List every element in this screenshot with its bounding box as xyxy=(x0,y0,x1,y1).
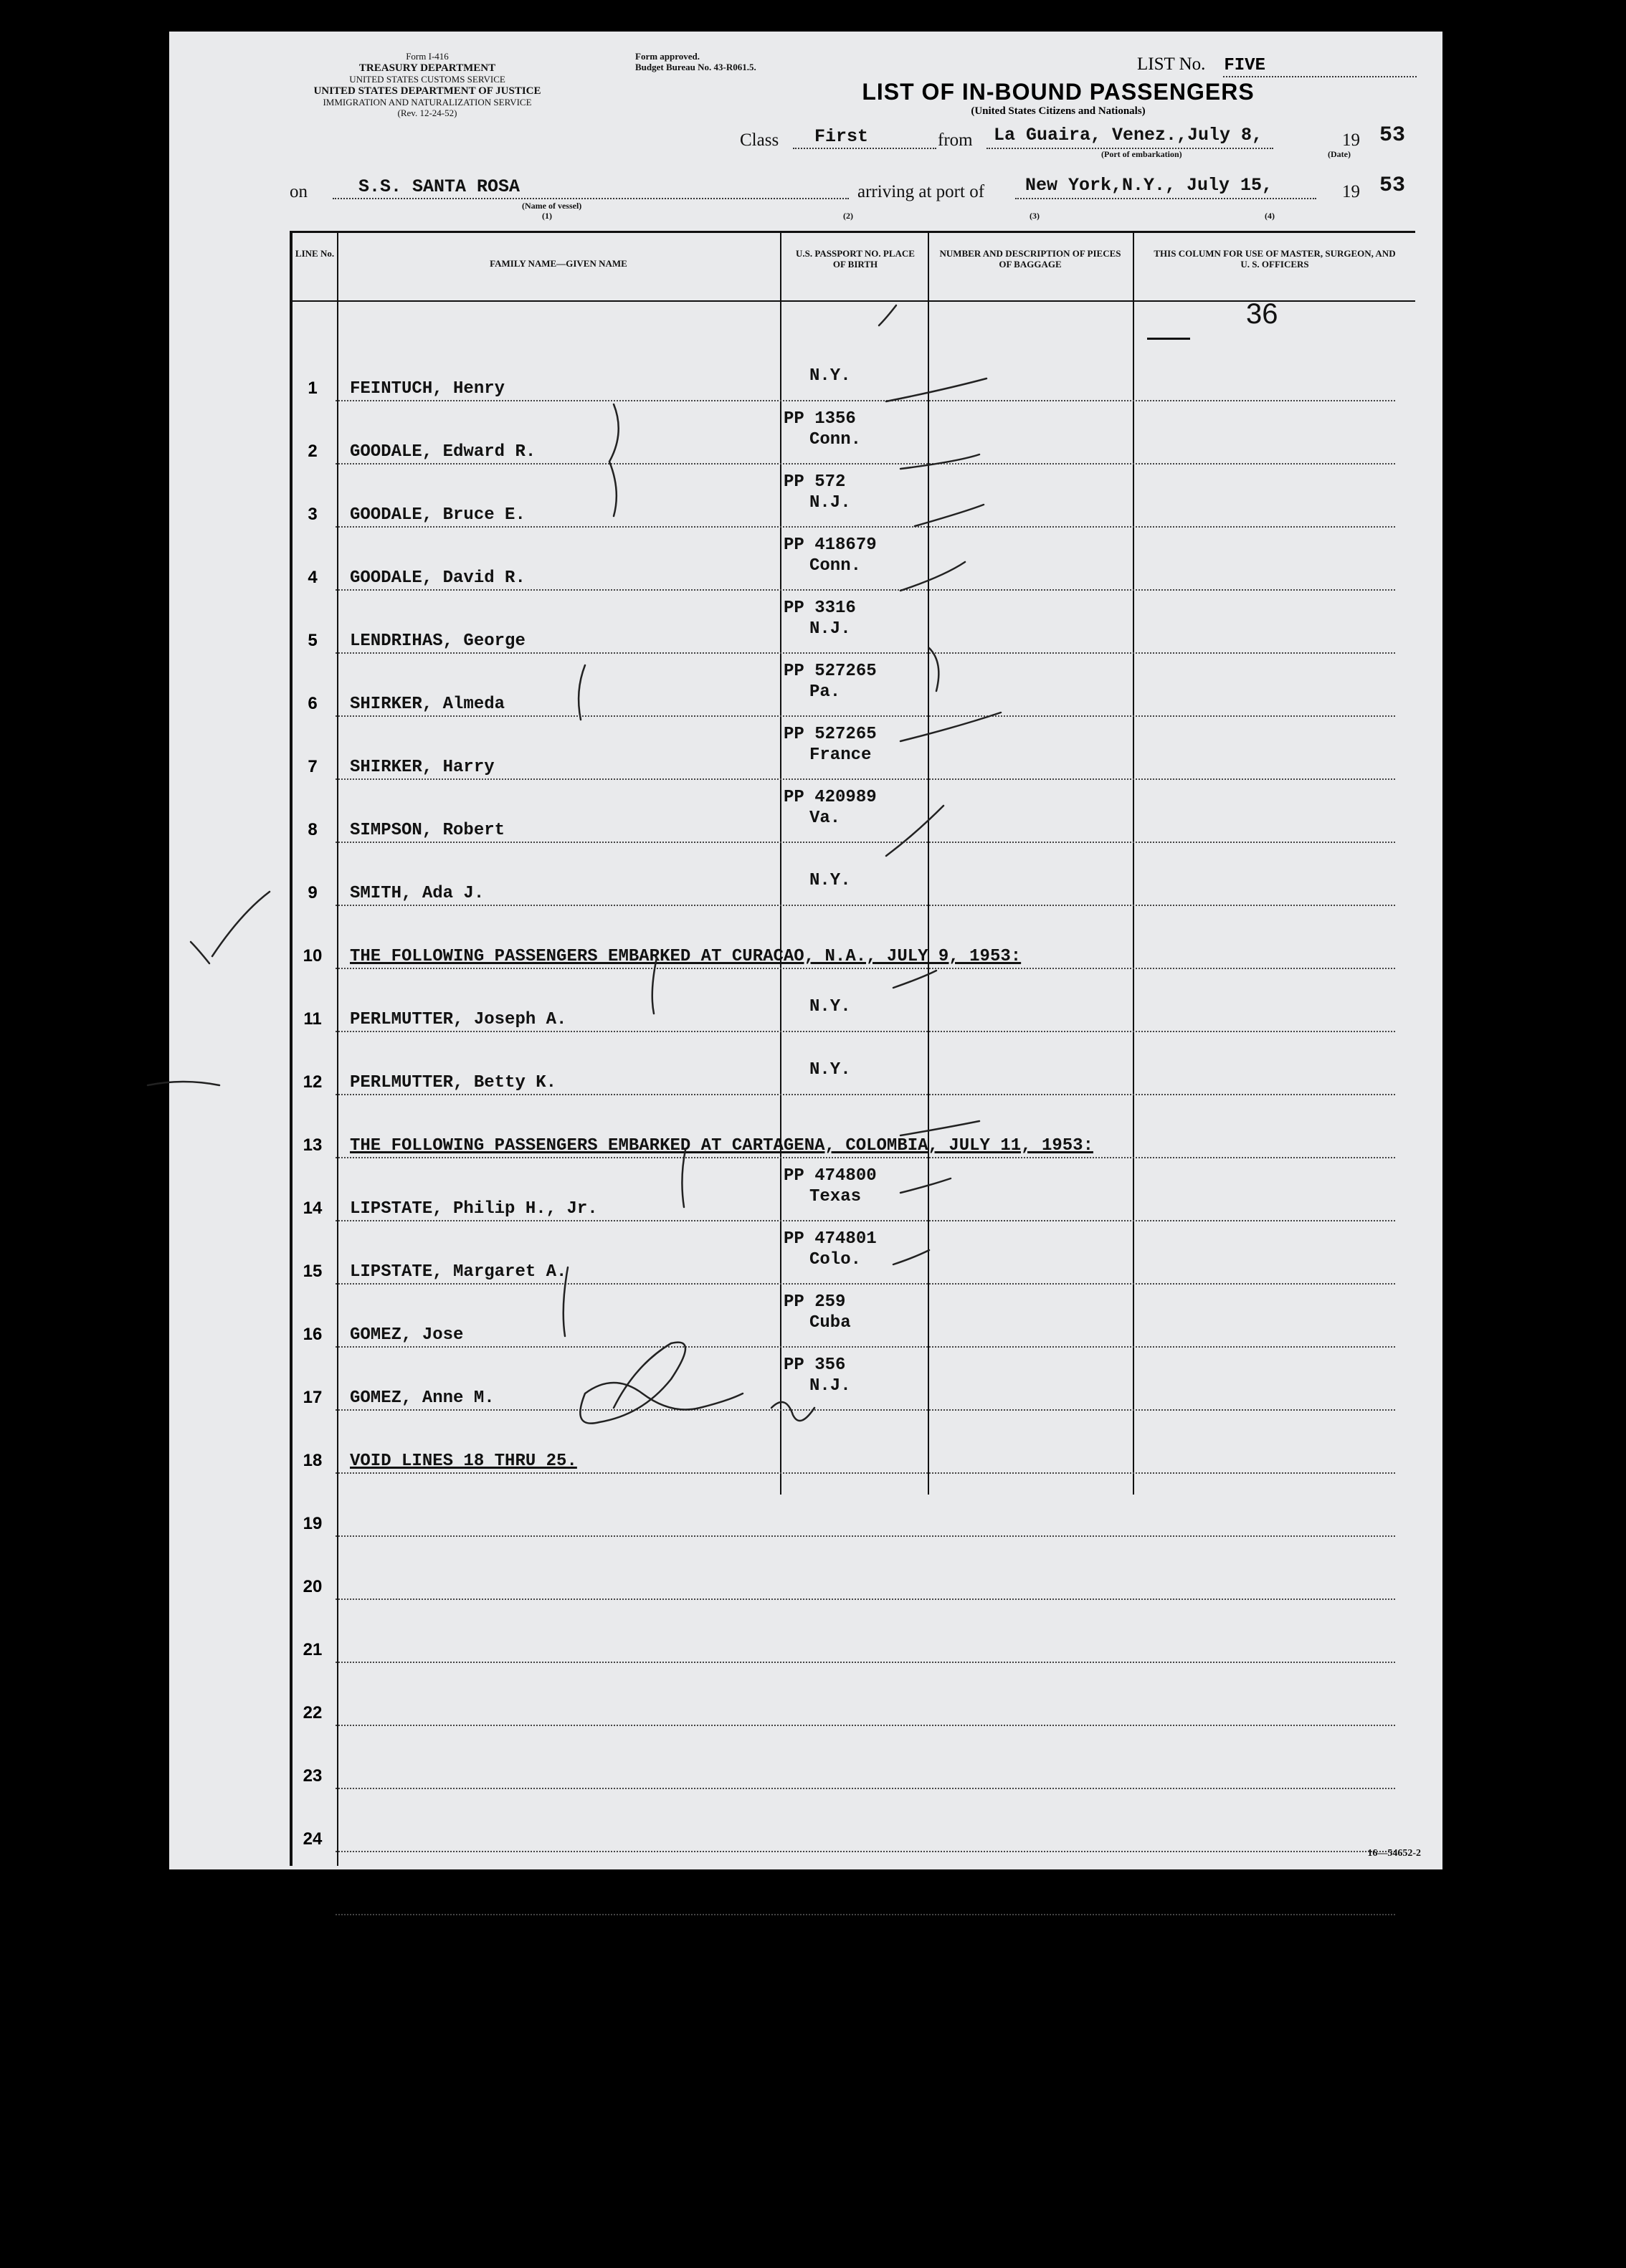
place-of-birth: N.Y. xyxy=(809,366,851,386)
form-number: Form I-416 xyxy=(406,51,449,62)
line-number: 24 xyxy=(303,1829,323,1849)
line-number: 21 xyxy=(303,1640,323,1659)
passenger-name: GOODALE, Edward R. xyxy=(350,442,536,462)
passenger-name: THE FOLLOWING PASSENGERS EMBARKED AT CARTAGENA, COLOMBIA, JULY 11, 1953: xyxy=(350,1136,1093,1156)
line-number: 17 xyxy=(303,1388,323,1407)
list-number-value: FIVE xyxy=(1224,56,1265,75)
place-of-birth: N.J. xyxy=(809,492,851,513)
check-tick xyxy=(900,454,979,469)
check-tick xyxy=(212,892,270,956)
list-number-label: LIST No. xyxy=(1137,54,1206,74)
line-number: 8 xyxy=(308,820,318,839)
brace-mark xyxy=(929,648,938,691)
passport-number: PP 3316 xyxy=(784,599,856,618)
passenger-manifest-page xyxy=(169,32,1442,1912)
line-number: 10 xyxy=(303,946,323,966)
page-title: LIST OF IN-BOUND PASSENGERS xyxy=(862,79,1255,105)
port-caption: (Port of embarkation) xyxy=(1101,149,1182,159)
passenger-name: LIPSTATE, Philip H., Jr. xyxy=(350,1199,598,1219)
place-of-birth: N.Y. xyxy=(809,997,851,1016)
check-tick xyxy=(900,1178,951,1193)
handwritten-marks xyxy=(169,32,1442,1869)
column-number-2: (2) xyxy=(843,211,853,221)
treasury-department: TREASURY DEPARTMENT xyxy=(358,62,496,74)
passenger-name: GOODALE, Bruce E. xyxy=(350,505,526,525)
place-of-birth: N.Y. xyxy=(809,1060,851,1080)
passport-number: PP 420989 xyxy=(784,788,877,807)
check-tick xyxy=(191,942,209,963)
line-number: 15 xyxy=(303,1262,323,1281)
class-label: Class xyxy=(740,130,779,150)
line-number: 18 xyxy=(303,1451,323,1470)
vessel-caption: (Name of vessel) xyxy=(522,201,582,211)
passport-number: PP 259 xyxy=(784,1292,846,1312)
brace-mark xyxy=(579,665,585,720)
line-number: 3 xyxy=(308,505,318,524)
place-of-birth: Texas xyxy=(809,1186,862,1206)
revision-date: (Rev. 12-24-52) xyxy=(397,108,457,119)
page-subtitle: (United States Citizens and Nationals) xyxy=(971,105,1146,117)
line-number: 20 xyxy=(303,1577,323,1596)
check-tick xyxy=(893,1250,929,1264)
passport-number: PP 527265 xyxy=(784,725,877,744)
place-of-birth: N.J. xyxy=(809,619,851,639)
passport-number: PP 572 xyxy=(784,472,846,492)
header-baggage: NUMBER AND DESCRIPTION OF PIECES OF BAGGAGE xyxy=(939,248,1121,270)
from-year-prefix: 19 xyxy=(1342,130,1360,150)
justice-department: UNITED STATES DEPARTMENT OF JUSTICE xyxy=(313,85,541,97)
place-of-birth: Colo. xyxy=(809,1249,862,1269)
line-number: 2 xyxy=(308,442,318,461)
check-tick xyxy=(886,806,943,856)
passenger-name: LENDRIHAS, George xyxy=(350,632,526,651)
embarkation-port-date: La Guaira, Venez.,July 8, xyxy=(994,125,1263,146)
brace-mark xyxy=(564,1267,568,1336)
line-number: 9 xyxy=(308,883,318,902)
passenger-name: GOODALE, David R. xyxy=(350,568,526,588)
line-number: 7 xyxy=(308,757,318,776)
passport-number: PP 527265 xyxy=(784,662,877,681)
header-passport: U.S. PASSPORT NO. PLACE OF BIRTH xyxy=(796,248,915,270)
brace-mark xyxy=(652,958,657,1014)
arriving-year-prefix: 19 xyxy=(1342,182,1360,201)
arriving-label: arriving at port of xyxy=(857,182,985,201)
on-label: on xyxy=(290,182,308,201)
column-number-1: (1) xyxy=(542,211,552,221)
count-mark: 36 xyxy=(1246,298,1278,330)
passenger-name: FEINTUCH, Henry xyxy=(350,379,505,399)
line-number: 22 xyxy=(303,1703,323,1723)
passenger-name: SHIRKER, Almeda xyxy=(350,695,505,714)
place-of-birth: France xyxy=(809,745,872,765)
arrival-port-date: New York,N.Y., July 15, xyxy=(1025,175,1273,196)
passport-number: PP 474800 xyxy=(784,1166,877,1186)
passenger-name: GOMEZ, Anne M. xyxy=(350,1388,495,1408)
check-tick xyxy=(893,971,936,988)
line-number: 12 xyxy=(303,1072,323,1092)
passenger-name: PERLMUTTER, Joseph A. xyxy=(350,1010,567,1029)
check-tick xyxy=(886,378,986,401)
line-number: 6 xyxy=(308,694,318,713)
check-tick xyxy=(915,505,984,526)
passenger-name: SIMPSON, Robert xyxy=(350,821,505,840)
line-number: 16 xyxy=(303,1325,323,1344)
form-approved: Form approved. xyxy=(635,51,700,62)
header-name: FAMILY NAME—GIVEN NAME xyxy=(490,258,627,269)
line-number: 23 xyxy=(303,1766,323,1786)
place-of-birth: Va. xyxy=(809,808,841,828)
line-number: 19 xyxy=(303,1514,323,1533)
place-of-birth: Pa. xyxy=(809,682,841,702)
line-number: 25 xyxy=(303,1892,323,1912)
place-of-birth: Cuba xyxy=(809,1312,851,1333)
from-label: from xyxy=(938,130,973,150)
passport-number: PP 1356 xyxy=(784,409,856,429)
check-tick xyxy=(900,713,1001,741)
customs-service: UNITED STATES CUSTOMS SERVICE xyxy=(349,74,505,85)
from-year: 53 xyxy=(1379,123,1406,148)
place-of-birth: Conn. xyxy=(809,556,862,576)
date-caption: (Date) xyxy=(1328,149,1351,159)
place-of-birth: N.Y. xyxy=(809,871,851,890)
budget-bureau: Budget Bureau No. 43-R061.5. xyxy=(635,61,756,72)
check-tick xyxy=(879,305,896,325)
line-number: 4 xyxy=(308,568,318,587)
place-of-birth: N.J. xyxy=(809,1376,851,1396)
line-number: 13 xyxy=(303,1135,323,1155)
passenger-name: PERLMUTTER, Betty K. xyxy=(350,1073,557,1092)
passenger-name: GOMEZ, Jose xyxy=(350,1325,464,1345)
vessel-name: S.S. SANTA ROSA xyxy=(358,176,520,197)
arriving-year: 53 xyxy=(1379,173,1406,198)
place-of-birth: Conn. xyxy=(809,429,862,449)
header-line-no: LINE No. xyxy=(295,248,335,259)
class-value: First xyxy=(814,126,869,147)
dotted-rule xyxy=(336,1914,1395,1915)
brace-mark xyxy=(609,404,619,516)
initials-scrawl xyxy=(771,1402,814,1421)
passenger-name: SHIRKER, Harry xyxy=(350,758,495,777)
brace-mark xyxy=(682,1150,685,1207)
line-number: 14 xyxy=(303,1199,323,1218)
ins-service: IMMIGRATION AND NATURALIZATION SERVICE xyxy=(323,97,532,108)
header-officers: THIS COLUMN FOR USE OF MASTER, SURGEON, AND U. S. OFFICERS xyxy=(1154,248,1396,270)
passenger-name: LIPSTATE, Margaret A. xyxy=(350,1262,567,1282)
line-number: 5 xyxy=(308,631,318,650)
check-tick xyxy=(900,1121,979,1135)
passenger-name: SMITH, Ada J. xyxy=(350,884,485,903)
form-print-code: 16—54652-2 xyxy=(1367,1848,1421,1859)
check-tick xyxy=(900,562,965,591)
signature-scrawl xyxy=(580,1343,743,1424)
column-number-3: (3) xyxy=(1030,211,1040,221)
column-number-4: (4) xyxy=(1265,211,1275,221)
passenger-name: THE FOLLOWING PASSENGERS EMBARKED AT CURACAO, N.A., JULY 9, 1953: xyxy=(350,947,1022,966)
passport-number: PP 474801 xyxy=(784,1229,877,1249)
line-number: 1 xyxy=(308,378,318,398)
passenger-name: VOID LINES 18 THRU 25. xyxy=(350,1452,577,1471)
passport-number: PP 356 xyxy=(784,1355,846,1375)
arrow-mark xyxy=(148,1082,219,1085)
line-number: 11 xyxy=(303,1009,322,1029)
passport-number: PP 418679 xyxy=(784,535,877,555)
